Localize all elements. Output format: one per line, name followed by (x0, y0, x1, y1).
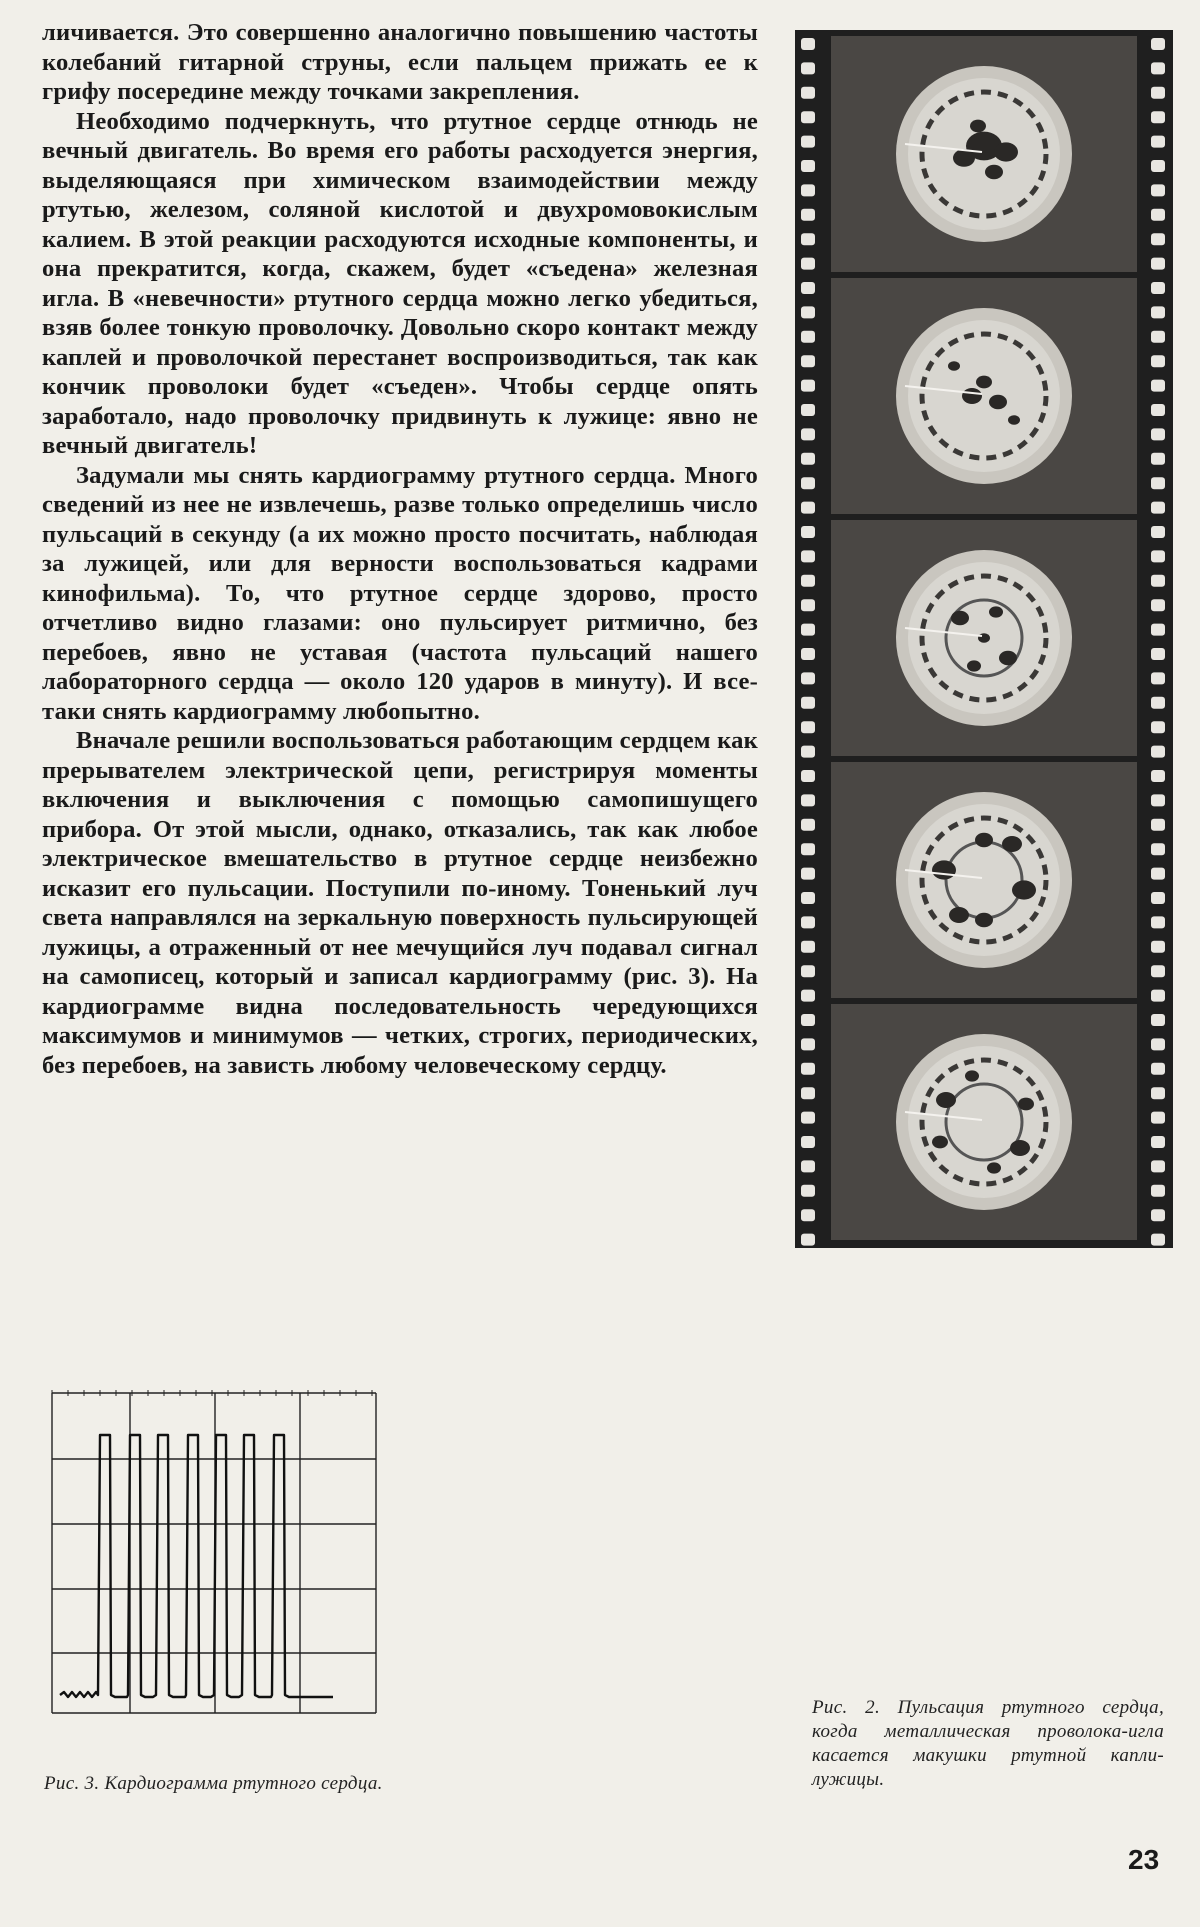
article-text (42, 18, 758, 1080)
perforation (801, 1136, 815, 1148)
perforation (1151, 1209, 1165, 1221)
perforation (801, 1234, 815, 1246)
perforation (1151, 1087, 1165, 1099)
perforation (1151, 477, 1165, 489)
perforation (801, 624, 815, 636)
film-frame (831, 278, 1137, 514)
perforation (801, 38, 815, 50)
perforation (1151, 258, 1165, 270)
perforation (801, 1087, 815, 1099)
perforation (1151, 62, 1165, 74)
perforation (801, 404, 815, 416)
perforation (1151, 184, 1165, 196)
perforation (801, 233, 815, 245)
film-frame (831, 1004, 1137, 1240)
cardiogram-figure (40, 1383, 385, 1743)
perforation (1151, 1160, 1165, 1172)
perforation (1151, 892, 1165, 904)
perforation (1151, 794, 1165, 806)
perforation (1151, 843, 1165, 855)
perforation (1151, 575, 1165, 587)
paragraph: Задумали мы снять кардиограмму ртутного сердца. Много сведений из нее не извлечешь, разве только определишь число пульсаций в секунду (а их можно просто посчитать, наблюдая за лужицей, или для верности воспользоваться кадрами кинофильма). То, что ртутное сердце здорово, просто отчетливо видно глазами: оно пульсирует ритмично, без перебоев, явно не уставая (частота пульсаций нашего лабораторного сердца — около 120 ударов в минуту). И все-таки снять кардиограмму любопытно. (42, 461, 758, 725)
perforation (1151, 746, 1165, 758)
page-number: 23 (1128, 1844, 1160, 1875)
perforation (801, 843, 815, 855)
perforation (801, 794, 815, 806)
perforation (801, 990, 815, 1002)
perforation (1151, 770, 1165, 782)
perforation (801, 258, 815, 270)
figure-3-caption: Рис. 3. Кардиограмма ртутного сердца. (44, 1773, 383, 1794)
perforation (801, 819, 815, 831)
perforation (801, 87, 815, 99)
perforation (801, 111, 815, 123)
perforation (1151, 1063, 1165, 1075)
perforation (1151, 428, 1165, 440)
perforation (801, 1014, 815, 1026)
perforation (801, 1209, 815, 1221)
perforation (801, 941, 815, 953)
perforation (801, 1185, 815, 1197)
perforation (801, 1112, 815, 1124)
perforation (801, 1063, 815, 1075)
perforation (1151, 331, 1165, 343)
perforation (801, 868, 815, 880)
perforation (801, 746, 815, 758)
perforation (1151, 1112, 1165, 1124)
perforation (1151, 1136, 1165, 1148)
film-frame (831, 36, 1137, 272)
perforation (801, 136, 815, 148)
perforation (801, 550, 815, 562)
perforation (801, 477, 815, 489)
perforation (801, 892, 815, 904)
perforation (801, 672, 815, 684)
perforation (1151, 87, 1165, 99)
perforation (1151, 1038, 1165, 1050)
perforation (1151, 965, 1165, 977)
perforation (801, 916, 815, 928)
perforation (1151, 916, 1165, 928)
perforation (801, 428, 815, 440)
perforation (1151, 648, 1165, 660)
perforation (1151, 819, 1165, 831)
paragraph: Необходимо подчеркнуть, что ртутное сердце отнюдь не вечный двигатель. Во время его работы расходуется энергия, выделяющаяся при химическом взаимодействии между ртутью, железом, соляной кислотой и двухромовокислым калием. В этой реакции расходуются исходные компоненты, и она прекратится, когда, скажем, будет «съедена» железная игла. В «невечности» ртутного сердца можно легко убедиться, взяв более тонкую проволочку. Довольно скоро контакт между каплей и проволочкой перестанет воспроизводиться, так как кончик проволоки будет «съеден». Чтобы сердце опять заработало, надо проволочку придвинуть к лужице: явно не вечный двигатель! (42, 107, 758, 459)
perforation (1151, 38, 1165, 50)
perforation (801, 721, 815, 733)
perforation (1151, 404, 1165, 416)
perforation (1151, 868, 1165, 880)
perforation (801, 526, 815, 538)
perforation (1151, 1234, 1165, 1246)
perforation (1151, 672, 1165, 684)
perforation (801, 331, 815, 343)
perforation (1151, 111, 1165, 123)
perforation (1151, 599, 1165, 611)
perforation (801, 62, 815, 74)
film-frame (831, 520, 1137, 756)
perforation (801, 282, 815, 294)
perforation (801, 965, 815, 977)
perforation (801, 697, 815, 709)
perforation (801, 502, 815, 514)
paragraph: Вначале решили воспользоваться работающим сердцем как прерывателем электрической цепи, регистрируя моменты включения и выключения с помощью самопишущего прибора. От этой мысли, однако, отказались, так как любое электрическое вмешательство в ртутное сердце неизбежно исказит его пульсации. Поступили по-иному. Тоненький луч света направлялся на зеркальную поверхность пульсирующей лужицы, а отраженный от нее мечущийся луч подавал сигнал на самописец, который и записал кардиограмму (рис. 3). На кардиограмме видна последовательность чередующихся максимумов и минимумов — четких, строгих, периодических, без перебоев, на зависть любому человеческому сердцу. (42, 727, 758, 1079)
perforation (801, 184, 815, 196)
perforation (1151, 1185, 1165, 1197)
cardiogram-trace (60, 1435, 333, 1697)
perforation (1151, 990, 1165, 1002)
perforation (1151, 355, 1165, 367)
perforation (1151, 526, 1165, 538)
perforation (1151, 306, 1165, 318)
perforation (801, 306, 815, 318)
perforation (1151, 282, 1165, 294)
film-frame (831, 762, 1137, 998)
perforation (1151, 550, 1165, 562)
perforation (801, 160, 815, 172)
perforation (801, 355, 815, 367)
perforation (801, 380, 815, 392)
perforation (1151, 502, 1165, 514)
perforation (1151, 233, 1165, 245)
perforation (801, 648, 815, 660)
perforation (801, 1038, 815, 1050)
paragraph: личивается. Это совершенно аналогично повышению частоты колебаний гитарной струны, если пальцем прижать ее к грифу посередине между точками закрепления. (42, 19, 758, 105)
perforation (1151, 136, 1165, 148)
perforation (1151, 1014, 1165, 1026)
perforation (1151, 160, 1165, 172)
perforation (1151, 380, 1165, 392)
perforation (1151, 721, 1165, 733)
perforation (801, 599, 815, 611)
perforation (801, 453, 815, 465)
perforation (801, 209, 815, 221)
perforation (1151, 453, 1165, 465)
figure-2-caption: Рис. 2. Пульсация ртутного сердца, когда металлическая проволока-игла касается макушки ртутной капли-лужицы. (812, 1697, 1164, 1790)
perforation (801, 770, 815, 782)
perforation (801, 1160, 815, 1172)
film-strip-figure (795, 30, 1173, 1248)
perforation (1151, 209, 1165, 221)
perforation (1151, 941, 1165, 953)
perforation (1151, 624, 1165, 636)
film-frames (831, 36, 1137, 1240)
perforation (801, 575, 815, 587)
perforation (1151, 697, 1165, 709)
